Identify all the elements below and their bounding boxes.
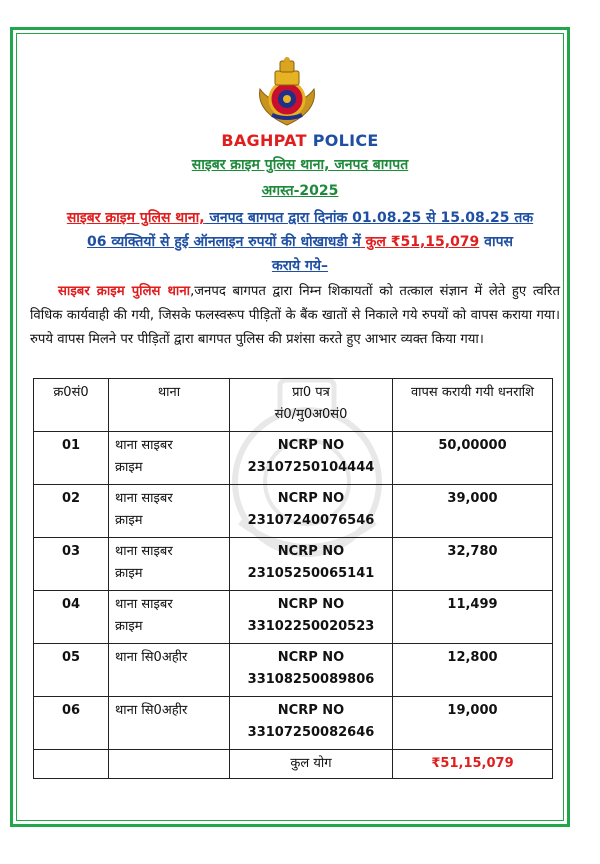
table-row [34,591,553,644]
headline-total: कुल ₹51,15,079 [360,234,480,250]
month-subtitle: अगस्त-2025 [261,183,339,199]
cell-thana: थाना सि0अहीर [109,697,230,750]
header-ref: प्रा0 पत्र सं0/मु0अ0सं0 [230,379,393,432]
cell-thana: थाना साइबर क्राइम [109,591,230,644]
cell-ref: NCRP NO 23107240076546 [230,485,393,538]
cell-thana: थाना सि0अहीर [109,644,230,697]
headline-returned: वापस [479,234,513,250]
cell-amount: 50,00000 [393,432,553,485]
cell-sno: 03 [34,538,109,591]
cell-thana: थाना साइबर क्राइम [109,538,230,591]
cell-amount: 32,780 [393,538,553,591]
cell-amount: 19,000 [393,697,553,750]
brand-part-police: POLICE [312,131,379,150]
total-amount: ₹51,15,079 [393,750,553,779]
cell-amount: 11,499 [393,591,553,644]
header-amount: वापस करायी गयी धनराशि [393,379,553,432]
header-sno: क्र0सं0 [34,379,109,432]
headline [26,206,574,278]
cell-sno: 02 [34,485,109,538]
cell-ref: NCRP NO 33108250089806 [230,644,393,697]
table-total-row [34,750,553,779]
table-header-row [34,379,553,432]
refund-table [33,378,553,779]
station-subtitle: साइबर क्राइम पुलिस थाना, जनपद बागपत [191,157,409,173]
cell-sno: 01 [34,432,109,485]
table-row [34,538,553,591]
cell-empty [109,750,230,779]
headline-end: कराये गये– [271,258,329,274]
cell-sno: 04 [34,591,109,644]
cell-empty [34,750,109,779]
brand-title [30,131,570,150]
headline-victims: 06 व्यक्तियों से हुई ऑनलाइन रुपयों की धोखाधडी में [87,234,361,250]
cell-sno: 06 [34,697,109,750]
table-row [34,485,553,538]
table-row [34,644,553,697]
cell-sno: 05 [34,644,109,697]
cell-amount: 12,800 [393,644,553,697]
cell-amount: 39,000 [393,485,553,538]
table-row [34,697,553,750]
paragraph-lead: साइबर क्राइम पुलिस थाना [58,284,191,299]
paragraph-body: ,जनपद बागपत द्वारा निम्न शिकायतों को तत्काल संज्ञान में लेते हुए त्वरित विधिक कार्यवाही की गयी, जिसके फलस्वरूप पीड़ितों के बैंक खातों से निकाले गये रुपयों को वापस कराया गया। रुपये वापस मिलने पर पीड़ितों द्वारा बागपत पुलिस की प्रशंसा करते हुए आभार व्यक्त किया गया। [30,284,561,347]
cell-thana: थाना साइबर क्राइम [109,485,230,538]
brand-part-baghpat: BAGHPAT [221,131,307,150]
cell-ref: NCRP NO 33107250082646 [230,697,393,750]
table-row [34,432,553,485]
body-paragraph [30,280,560,352]
headline-station: साइबर क्राइम पुलिस थाना, [66,210,205,226]
cell-thana: थाना साइबर क्राइम [109,432,230,485]
total-label: कुल योग [230,750,393,779]
cell-ref: NCRP NO 33102250020523 [230,591,393,644]
header-thana: थाना [109,379,230,432]
cell-ref: NCRP NO 23107250104444 [230,432,393,485]
up-police-emblem-icon [254,55,320,127]
cell-ref: NCRP NO 23105250065141 [230,538,393,591]
headline-date-range: जनपद बागपत द्वारा दिनांक 01.08.25 से 15.08.25 तक [204,210,534,226]
